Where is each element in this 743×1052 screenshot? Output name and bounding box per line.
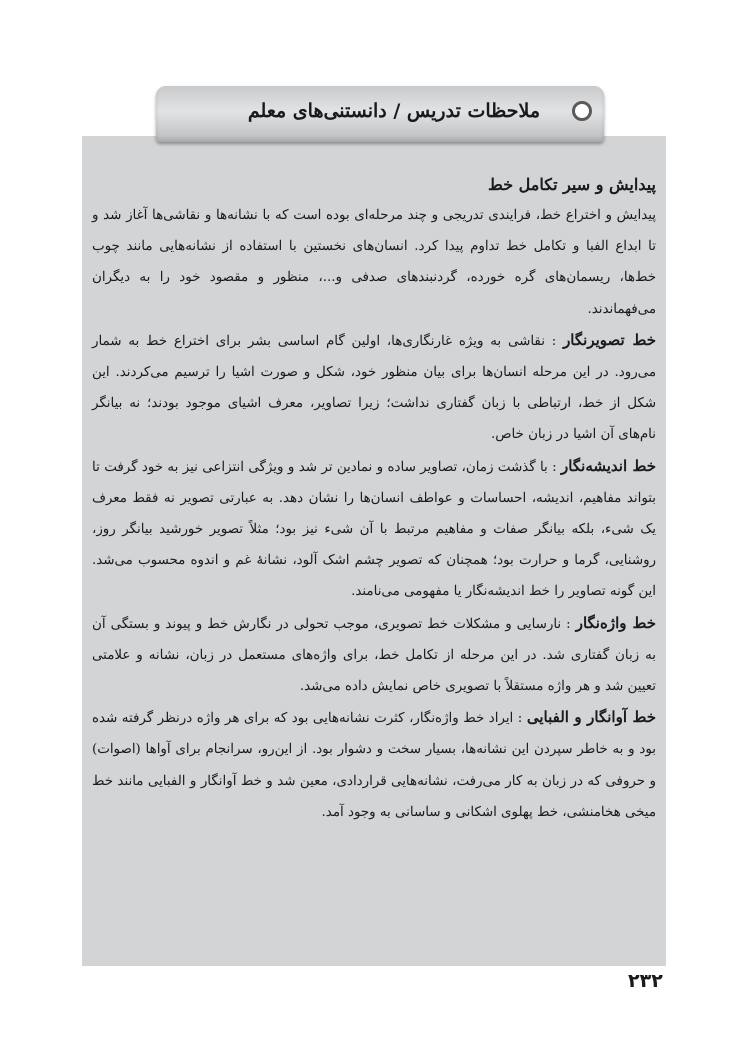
page-number: ۲۳۲ <box>628 970 663 992</box>
section-heading: پیدایش و سیر تکامل خط <box>488 175 656 194</box>
paragraph-alphabetic <box>92 702 656 828</box>
note-content <box>92 170 656 828</box>
tab-title: ملاحظات تدریس / دانستنی‌های معلم <box>247 100 540 122</box>
paragraph-logographic <box>92 608 656 703</box>
paragraph-ideographic <box>92 451 656 608</box>
text-alphabetic: : ایراد خط واژه‌نگار، کثرت نشانه‌هایی بود که برای هر واژه درنظر گرفته شده بود و به خاطر سپردن این نشانه‌ها، بسیار سخت و دشوار بود. از این‌رو، سرانجام برای آواها (اصوات) و حروفی که در زبان به کار می‌رفت، نشانه‌هایی قراردادی، معین شد و خط آوانگار و الفبایی مانند خط میخی هخامنشی، خط پهلوی اشکانی و ساسانی به وجود آمد. <box>92 711 656 820</box>
term-ideographic: خط اندیشه‌نگار <box>561 456 656 475</box>
paragraph-pictographic <box>92 325 656 451</box>
text-logographic: : نارسایی و مشکلات خط تصویری، موجب تحولی در نگارش خط و پیوند و بستگی آن به زبان گفتاری شد. در این مرحله از تکامل خط، برای واژه‌های مستعمل در زبان، نشانه و علامتی تعیین شد و هر واژه مستقلاً با تصویری خاص نمایش داده می‌شد. <box>92 616 656 695</box>
term-pictographic: خط تصویرنگار <box>563 330 657 349</box>
text-pictographic: : نقاشی به ویژه غارنگاری‌ها، اولین گام اساسی بشر برای اختراع خط به شمار می‌رود. در این مرحله انسان‌ها برای بیان منظور خود، شکل و صورت اشیا را ترسیم می‌کردند. این شکل از خط، ارتباطی با زبان گفتاری نداشت؛ زیرا تصاویر، معرف اشیای موجود بودند؛ نه بیانگر نام‌های آن اشیا در زبان خاص. <box>92 333 656 443</box>
text-ideographic: : با گذشت زمان، تصاویر ساده و نمادین تر شد و ویژگی انتزاعی نیز به خود گرفت تا بتواند مفاهیم، اندیشه، احساسات و عواطف انسان‌ها را نشان دهد. به عبارتی تصویر نه فقط معرف یک شیء، بلکه بیانگر صفات و مفاهیم مرتبط با آن شیء نیز بود؛ مثلاً تصویر خورشید بیانگر روز، روشنایی، گرما و حرارت بود؛ همچنان که تصویر چشم اشک آلود، نشانهٔ غم و اندوه محسوب می‌شد. این گونه تصاویر را خط اندیشه‌نگار یا مفهومی می‌نامند. <box>92 459 656 600</box>
term-alphabetic: خط آوانگار و الفبایی <box>526 708 656 727</box>
section-tab <box>156 86 604 142</box>
intro-paragraph: پیدایش و اختراع خط، فرایندی تدریجی و چند مرحله‌ای بوده است که با نشانه‌ها و نقاشی‌ها آغاز شد و تا ابداع الفبا و تکامل خط تداوم پیدا کرد. انسان‌های نخستین با استفاده از نشانه‌هایی مانند چوب خط‌ها، ریسمان‌های گره خورده، گردنبندهای صدفی و...، منظور و مقصود خود را به دیگران می‌فهماندند. <box>92 208 656 317</box>
term-logographic: خط واژه‌نگار <box>575 613 656 632</box>
ring-hole-icon <box>572 101 592 121</box>
